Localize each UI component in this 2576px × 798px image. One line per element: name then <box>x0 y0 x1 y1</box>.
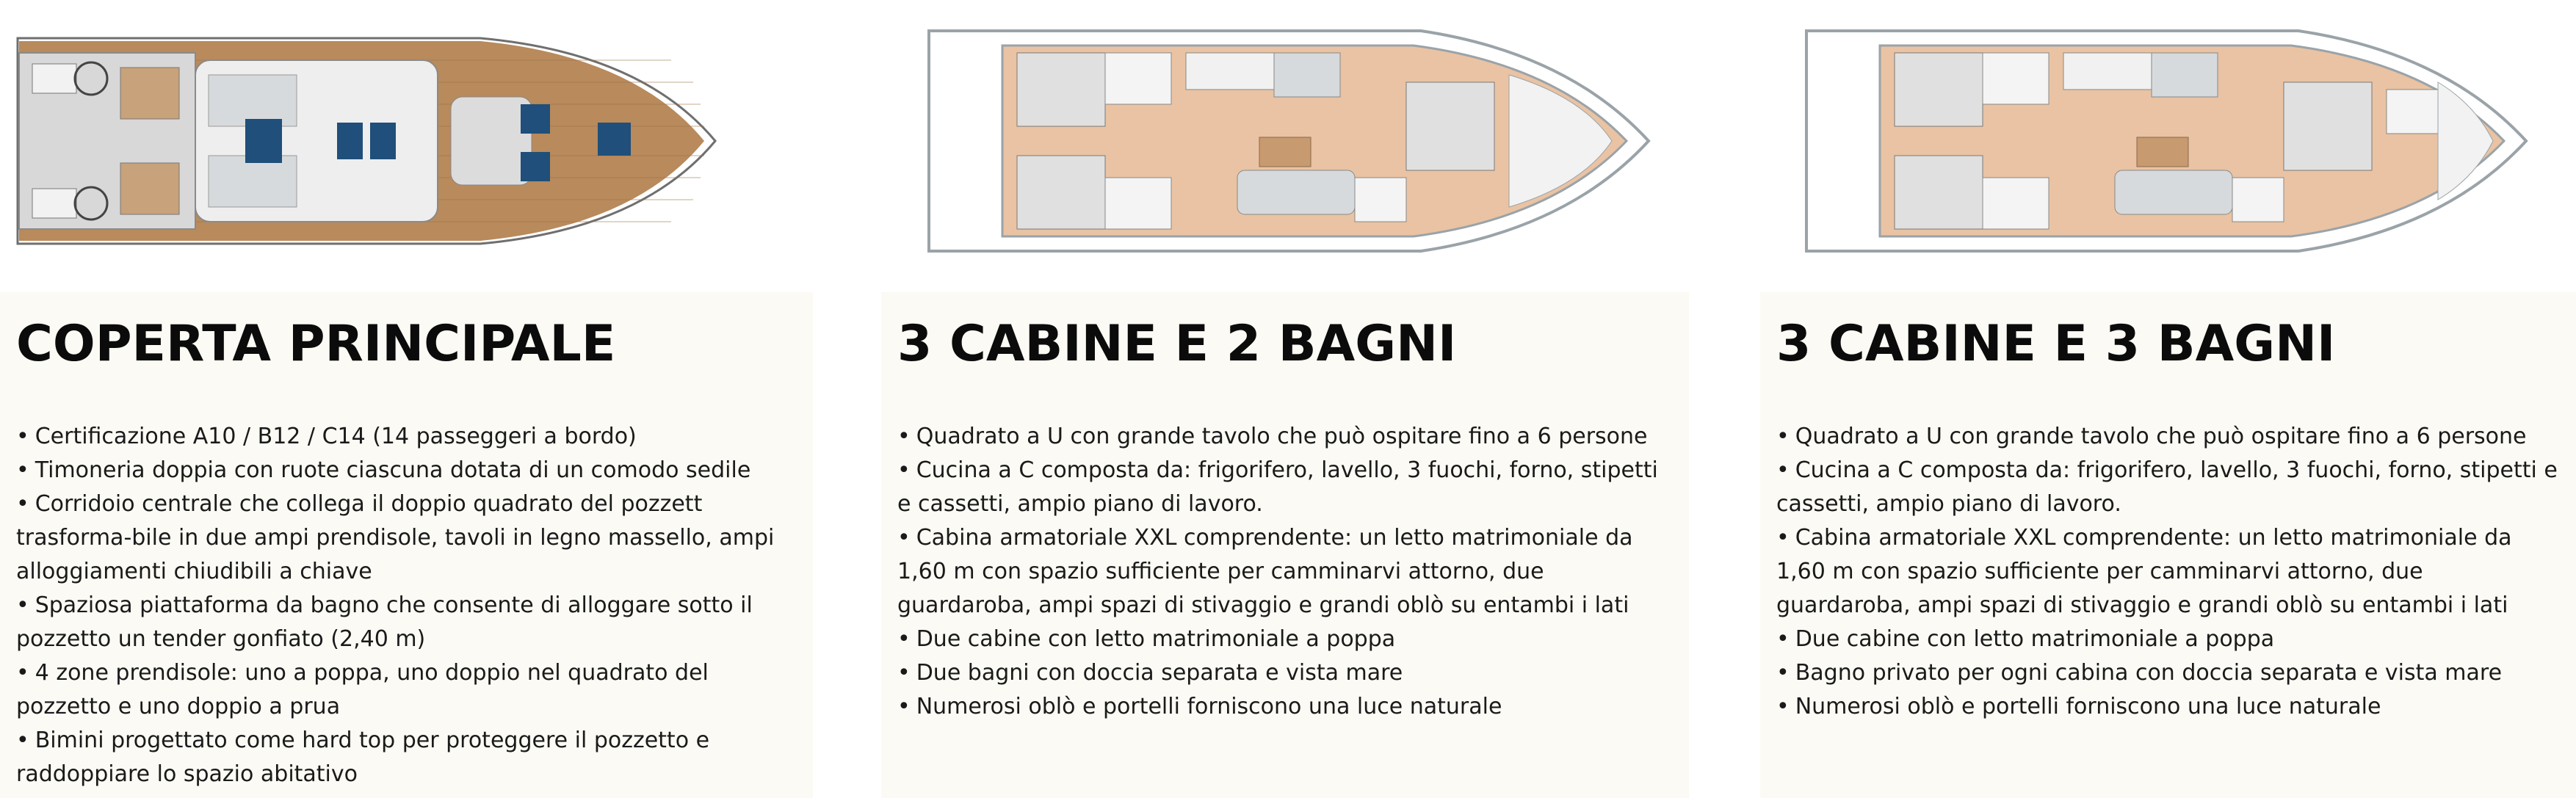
list-item <box>1776 454 2561 521</box>
bullet: • <box>897 424 911 449</box>
bullet: • <box>1776 525 1790 551</box>
bullet: • <box>897 694 911 719</box>
list-item-text: Numerosi oblò e portelli forniscono una luce naturale <box>916 694 1502 719</box>
bullet: • <box>897 457 911 483</box>
section-title: 3 CABINE E 2 BAGNI <box>897 315 1457 373</box>
list-item-text: Quadrato a U con grande tavolo che può ospitare fino a 6 persone <box>916 424 1648 449</box>
section-title: COPERTA PRINCIPALE <box>16 315 616 373</box>
section-main-deck <box>0 292 813 798</box>
list-item <box>897 623 1674 656</box>
list-item-text: Cucina a C composta da: frigorifero, lavello, 3 fuochi, forno, stipetti e cassetti, ampio piano di lavoro. <box>897 457 1658 517</box>
list-item <box>16 454 798 487</box>
bullet: • <box>1776 626 1790 652</box>
list-item <box>16 487 798 589</box>
bullet: • <box>1776 424 1790 449</box>
list-item-text: Certificazione A10 / B12 / C14 (14 passeggeri a bordo) <box>35 424 637 449</box>
list-item-text: Due cabine con letto matrimoniale a poppa <box>1795 626 2275 652</box>
list-item <box>1776 420 2561 454</box>
list-item <box>1776 521 2561 623</box>
bullet: • <box>897 660 911 686</box>
layout-3-cabins-2-baths-image <box>922 9 1656 273</box>
list-item <box>1776 690 2561 724</box>
list-item-text: Cabina armatoriale XXL comprendente: un letto matrimoniale da 1,60 m con spazio sufficiente per camminarvi attorno, due guardaroba, ampi spazi di stivaggio e grandi oblò su entambi i lati <box>897 525 1633 618</box>
list-item <box>897 420 1674 454</box>
bullet: • <box>16 457 29 483</box>
list-item-text: 4 zone prendisole: uno a poppa, uno doppio nel quadrato del pozzetto e uno doppio a prua <box>16 660 709 719</box>
list-item <box>16 724 798 791</box>
list-item <box>897 690 1674 724</box>
bullet: • <box>16 728 29 753</box>
list-item-text: Corridoio centrale che collega il doppio quadrato del pozzett trasforma-bile in due ampi prendisole, tavoli in legno massello, ampi alloggiamenti chiudibili a chiave <box>16 491 775 584</box>
section-3-cabins-3-baths <box>1760 292 2576 798</box>
list-item-text: Cabina armatoriale XXL comprendente: un letto matrimoniale da 1,60 m con spazio sufficiente per camminarvi attorno, due guardaroba, ampi spazi di stivaggio e grandi oblò su entambi i lati <box>1776 525 2512 618</box>
feature-list <box>897 420 1674 724</box>
list-item-text: Numerosi oblò e portelli forniscono una luce naturale <box>1795 694 2381 719</box>
bullet: • <box>16 592 29 618</box>
list-item-text: Quadrato a U con grande tavolo che può ospitare fino a 6 persone <box>1795 424 2527 449</box>
bullet: • <box>16 424 29 449</box>
bullet: • <box>16 491 29 517</box>
list-item <box>16 589 798 656</box>
bullet: • <box>16 660 29 686</box>
bullet: • <box>897 525 911 551</box>
list-item <box>1776 656 2561 690</box>
layout-3-cabins-3-baths-image <box>1799 9 2533 273</box>
list-item <box>897 454 1674 521</box>
list-item-text: Spaziosa piattaforma da bagno che consente di alloggare sotto il pozzetto un tender gonfiato (2,40 m) <box>16 592 753 652</box>
list-item <box>897 521 1674 623</box>
list-item-text: Cucina a C composta da: frigorifero, lavello, 3 fuochi, forno, stipetti e cassetti, ampio piano di lavoro. <box>1776 457 2558 517</box>
feature-list <box>1776 420 2561 724</box>
list-item <box>16 656 798 724</box>
list-item <box>897 656 1674 690</box>
list-item-text: Due bagni con doccia separata e vista mare <box>916 660 1403 686</box>
list-item <box>16 420 798 454</box>
deck-plan-image <box>10 9 745 273</box>
list-item-text: Bimini progettato come hard top per proteggere il pozzetto e raddoppiare lo spazio abitativo <box>16 728 710 787</box>
bullet: • <box>1776 457 1790 483</box>
bullet: • <box>1776 694 1790 719</box>
list-item-text: Bagno privato per ogni cabina con doccia separata e vista mare <box>1795 660 2503 686</box>
section-title: 3 CABINE E 3 BAGNI <box>1776 315 2336 373</box>
list-item <box>1776 623 2561 656</box>
bullet: • <box>897 626 911 652</box>
section-3-cabins-2-baths <box>881 292 1689 798</box>
feature-list <box>16 420 798 791</box>
list-item-text: Due cabine con letto matrimoniale a poppa <box>916 626 1396 652</box>
list-item-text: Timoneria doppia con ruote ciascuna dotata di un comodo sedile <box>35 457 751 483</box>
bullet: • <box>1776 660 1790 686</box>
